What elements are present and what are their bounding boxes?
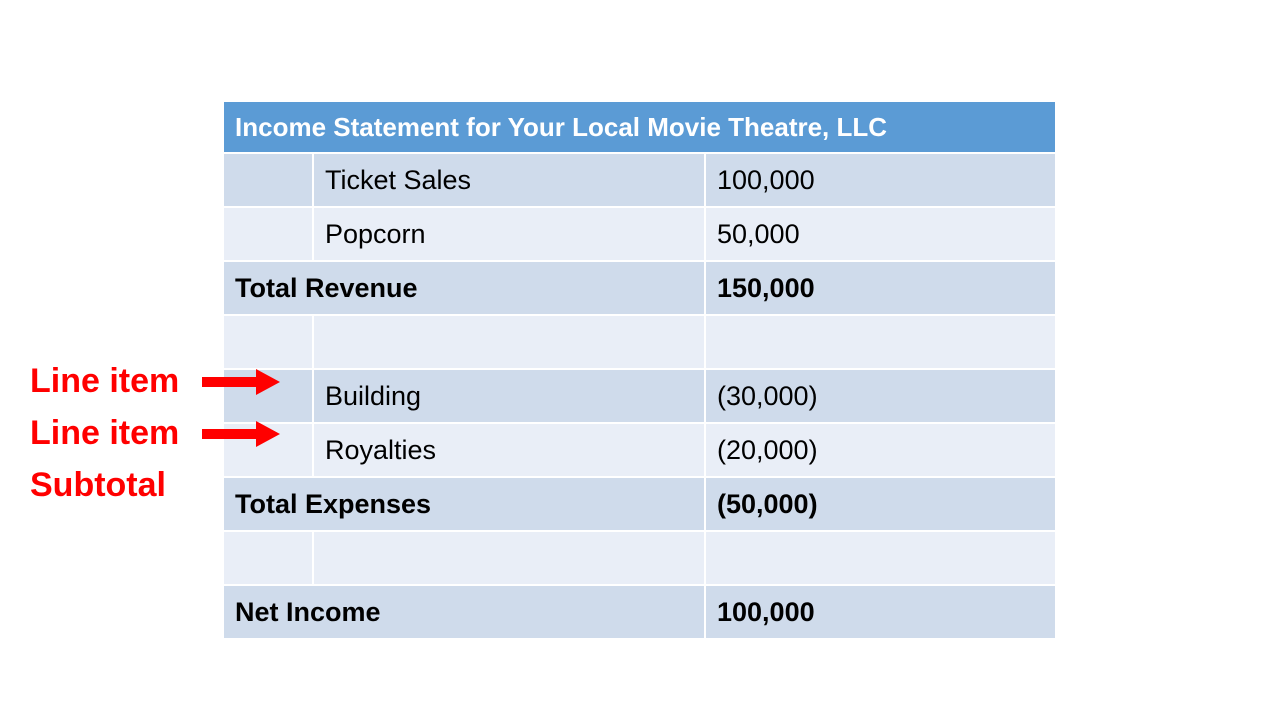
line-item-royalties: Royalties xyxy=(313,423,705,477)
table-row xyxy=(223,207,1056,261)
annotation-line-item: Line item xyxy=(30,414,180,452)
right-arrow-icon xyxy=(202,420,282,448)
empty-item-cell xyxy=(313,531,705,585)
table-row xyxy=(223,369,1056,423)
annotation-line-item: Line item xyxy=(30,362,180,400)
right-arrow-icon xyxy=(202,368,282,396)
value-royalties: (20,000) xyxy=(705,423,1056,477)
empty-value-cell xyxy=(705,315,1056,369)
table-row xyxy=(223,315,1056,369)
row-label-cell xyxy=(223,207,313,261)
net-income-label: Net Income xyxy=(223,585,705,639)
annotation-subtotal: Subtotal xyxy=(30,466,166,504)
table-row xyxy=(223,261,1056,315)
table-row xyxy=(223,477,1056,531)
row-label-cell xyxy=(223,531,313,585)
row-label-cell xyxy=(223,315,313,369)
table-title: Income Statement for Your Local Movie Theatre, LLC xyxy=(223,101,1056,153)
net-income-value: 100,000 xyxy=(705,585,1056,639)
total-expenses-label: Total Expenses xyxy=(223,477,705,531)
value-popcorn: 50,000 xyxy=(705,207,1056,261)
empty-item-cell xyxy=(313,315,705,369)
line-item-popcorn: Popcorn xyxy=(313,207,705,261)
table-row xyxy=(223,585,1056,639)
income-statement-table xyxy=(222,100,1057,640)
line-item-ticket-sales: Ticket Sales xyxy=(313,153,705,207)
total-revenue-value: 150,000 xyxy=(705,261,1056,315)
table-row xyxy=(223,153,1056,207)
table-row xyxy=(223,423,1056,477)
total-expenses-value: (50,000) xyxy=(705,477,1056,531)
total-revenue-label: Total Revenue xyxy=(223,261,705,315)
value-ticket-sales: 100,000 xyxy=(705,153,1056,207)
value-building: (30,000) xyxy=(705,369,1056,423)
table-row xyxy=(223,531,1056,585)
table-header-row xyxy=(223,101,1056,153)
line-item-building: Building xyxy=(313,369,705,423)
row-label-cell xyxy=(223,153,313,207)
empty-value-cell xyxy=(705,531,1056,585)
